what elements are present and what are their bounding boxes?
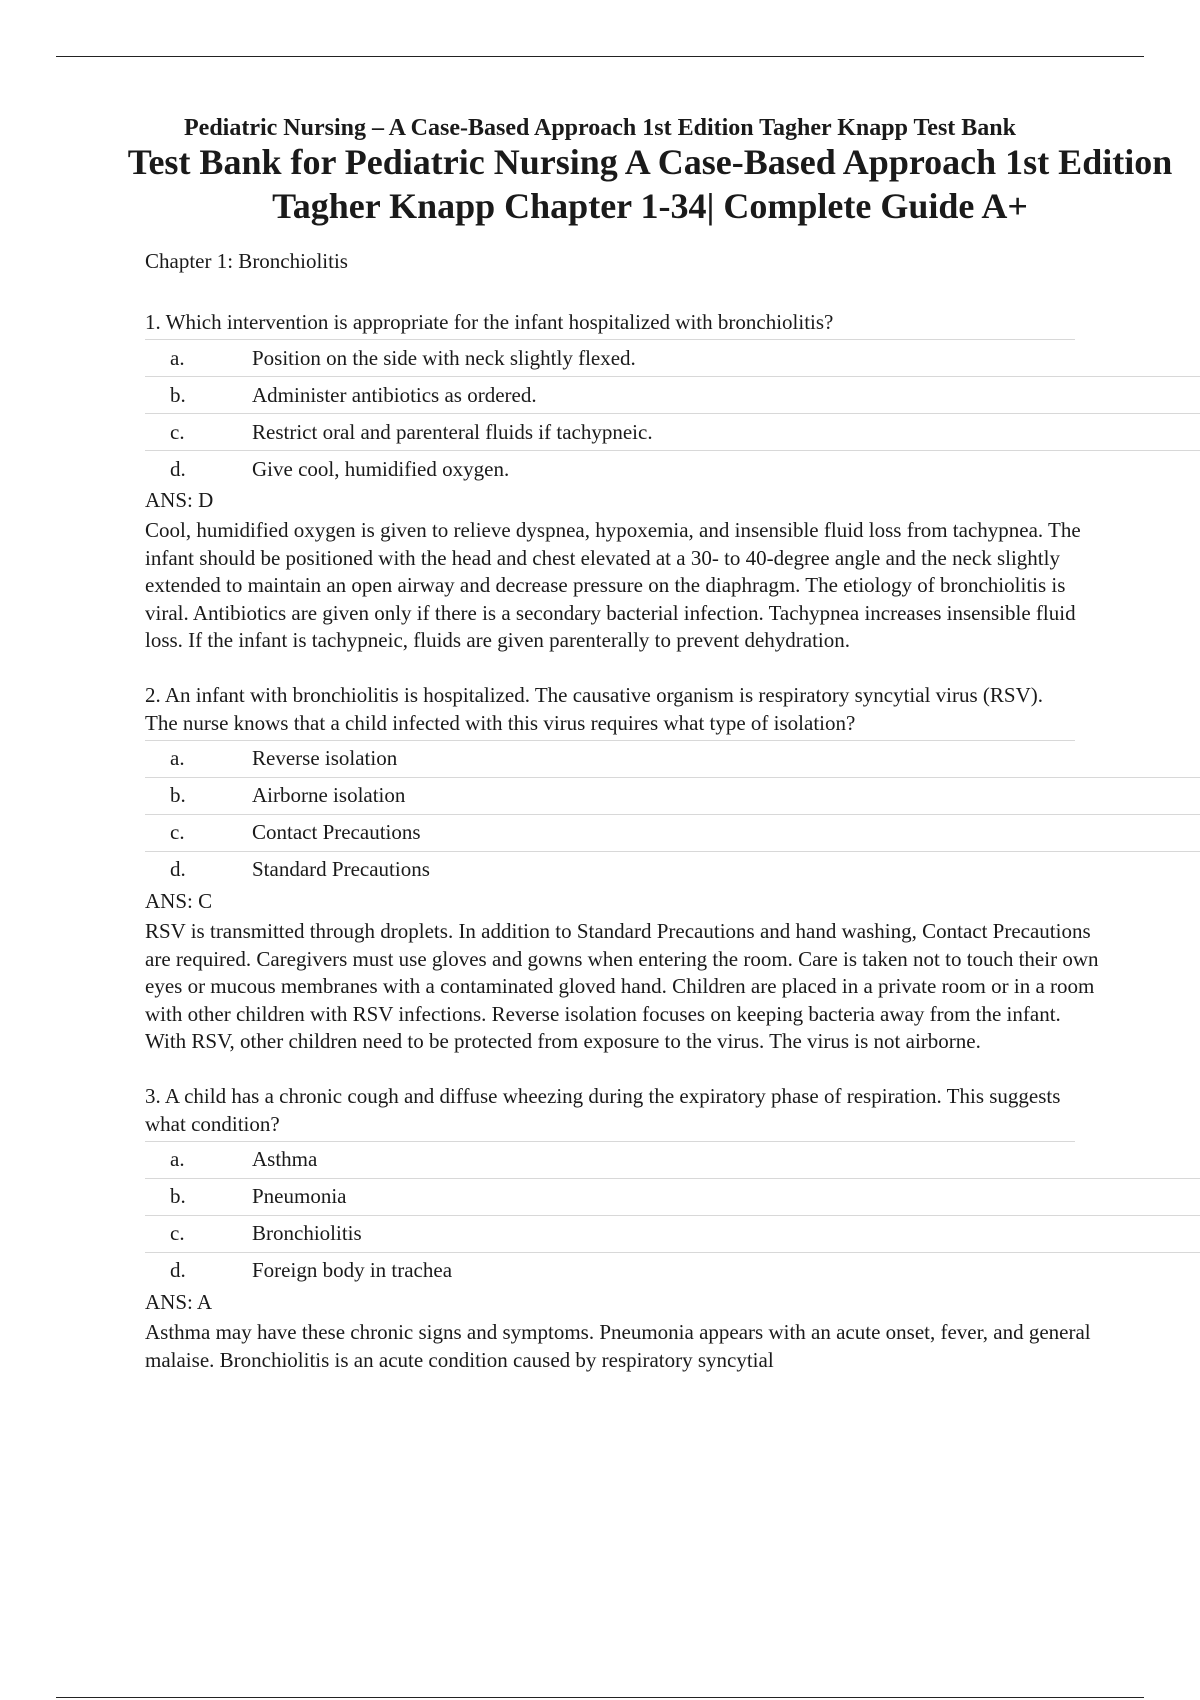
option-letter: c. <box>170 419 185 444</box>
option-text: Reverse isolation <box>252 746 398 771</box>
question-2 <box>145 681 1200 1056</box>
option-text: Restrict oral and parenteral fluids if tachypneic. <box>252 419 653 444</box>
option-text: Standard Precautions <box>252 857 430 882</box>
option-d <box>145 451 1200 487</box>
option-letter: a. <box>170 1147 185 1172</box>
option-text: Airborne isolation <box>252 783 406 808</box>
option-letter: b. <box>170 1184 186 1209</box>
option-text: Contact Precautions <box>252 820 421 845</box>
option-letter: d. <box>170 456 186 481</box>
option-text: Foreign body in trachea <box>252 1258 453 1283</box>
option-letter: c. <box>170 1221 185 1246</box>
chapter-heading: Chapter 1: Bronchiolitis <box>145 249 348 273</box>
option-a <box>145 340 1200 377</box>
answer-options <box>145 340 1200 487</box>
question-3 <box>145 1082 1200 1374</box>
answer-options <box>145 741 1200 888</box>
option-a <box>145 741 1200 778</box>
answer-key: ANS: A <box>145 1289 213 1314</box>
option-letter: c. <box>170 820 185 845</box>
option-c <box>145 414 1200 451</box>
option-b <box>145 377 1200 414</box>
rationale-text: Cool, humidified oxygen is given to relieve dyspnea, hypoxemia, and insensible fluid loss from tachypnea. The infant should be positioned with the head and chest elevated at a 30- to 40-degree angle and the neck slightly extended to maintain an open airway and decrease pressure on the diaphragm. The etiology of bronchiolitis is viral. Antibiotics are given only if there is a secondary bacterial infection. Tachypnea increases insensible fluid loss. If the infant is tachypneic, fluids are given parenterally to prevent dehydration. <box>145 518 1081 653</box>
option-text: Asthma <box>252 1147 318 1172</box>
bottom-rule <box>56 1697 1144 1698</box>
option-letter: d. <box>170 857 186 882</box>
option-text: Administer antibiotics as ordered. <box>252 382 537 407</box>
document-title <box>100 140 1200 228</box>
option-text: Give cool, humidified oxygen. <box>252 456 510 481</box>
document-subtitle: Pediatric Nursing – A Case-Based Approach 1st Edition Tagher Knapp Test Bank <box>184 115 1016 141</box>
option-b <box>145 778 1200 815</box>
option-letter: a. <box>170 746 185 771</box>
rationale-text: RSV is transmitted through droplets. In addition to Standard Precautions and hand washing, Contact Precautions are required. Caregivers must use gloves and gowns when entering the room. Care is taken not to touch their own eyes or mucous membranes with a contaminated gloved hand. Children are placed in a private room or in a room with other children with RSV infections. Reverse isolation focuses on keeping bacteria away from the infant. With RSV, other children need to be protected from exposure to the virus. The virus is not airborne. <box>145 918 1099 1054</box>
spacer <box>145 655 1200 681</box>
option-letter: b. <box>170 783 186 808</box>
option-c <box>145 1216 1200 1253</box>
option-letter: a. <box>170 345 185 370</box>
option-text: Bronchiolitis <box>252 1221 362 1246</box>
answer-key: ANS: D <box>145 488 214 512</box>
question-stem: 1. Which intervention is appropriate for the infant hospitalized with bronchiolitis? <box>145 308 1075 340</box>
top-rule <box>56 56 1144 57</box>
option-d <box>145 1253 1200 1289</box>
option-letter: d. <box>170 1258 186 1283</box>
answer-options <box>145 1142 1200 1289</box>
question-stem: 3. A child has a chronic cough and diffuse wheezing during the expiratory phase of respiration. This suggests what condition? <box>145 1082 1075 1142</box>
question-1 <box>145 308 1200 655</box>
option-b <box>145 1179 1200 1216</box>
option-a <box>145 1142 1200 1179</box>
title-line-1: Test Bank for Pediatric Nursing A Case-Based Approach 1st Edition <box>127 142 1173 182</box>
question-list <box>145 308 1200 1374</box>
option-text: Position on the side with neck slightly flexed. <box>252 345 636 370</box>
answer-key: ANS: C <box>145 888 213 913</box>
spacer <box>145 1056 1200 1082</box>
question-stem: 2. An infant with bronchiolitis is hospitalized. The causative organism is respiratory syncytial virus (RSV). The nurse knows that a child infected with this virus requires what type of isolation? <box>145 681 1075 741</box>
rationale-text: Asthma may have these chronic signs and symptoms. Pneumonia appears with an acute onset, fever, and general malaise. Bronchiolitis is an acute condition caused by respiratory syncytial <box>145 1319 1091 1372</box>
option-letter: b. <box>170 382 186 407</box>
title-line-2: Tagher Knapp Chapter 1-34| Complete Guide A+ <box>272 186 1028 226</box>
option-text: Pneumonia <box>252 1184 347 1209</box>
option-d <box>145 852 1200 888</box>
option-c <box>145 815 1200 852</box>
